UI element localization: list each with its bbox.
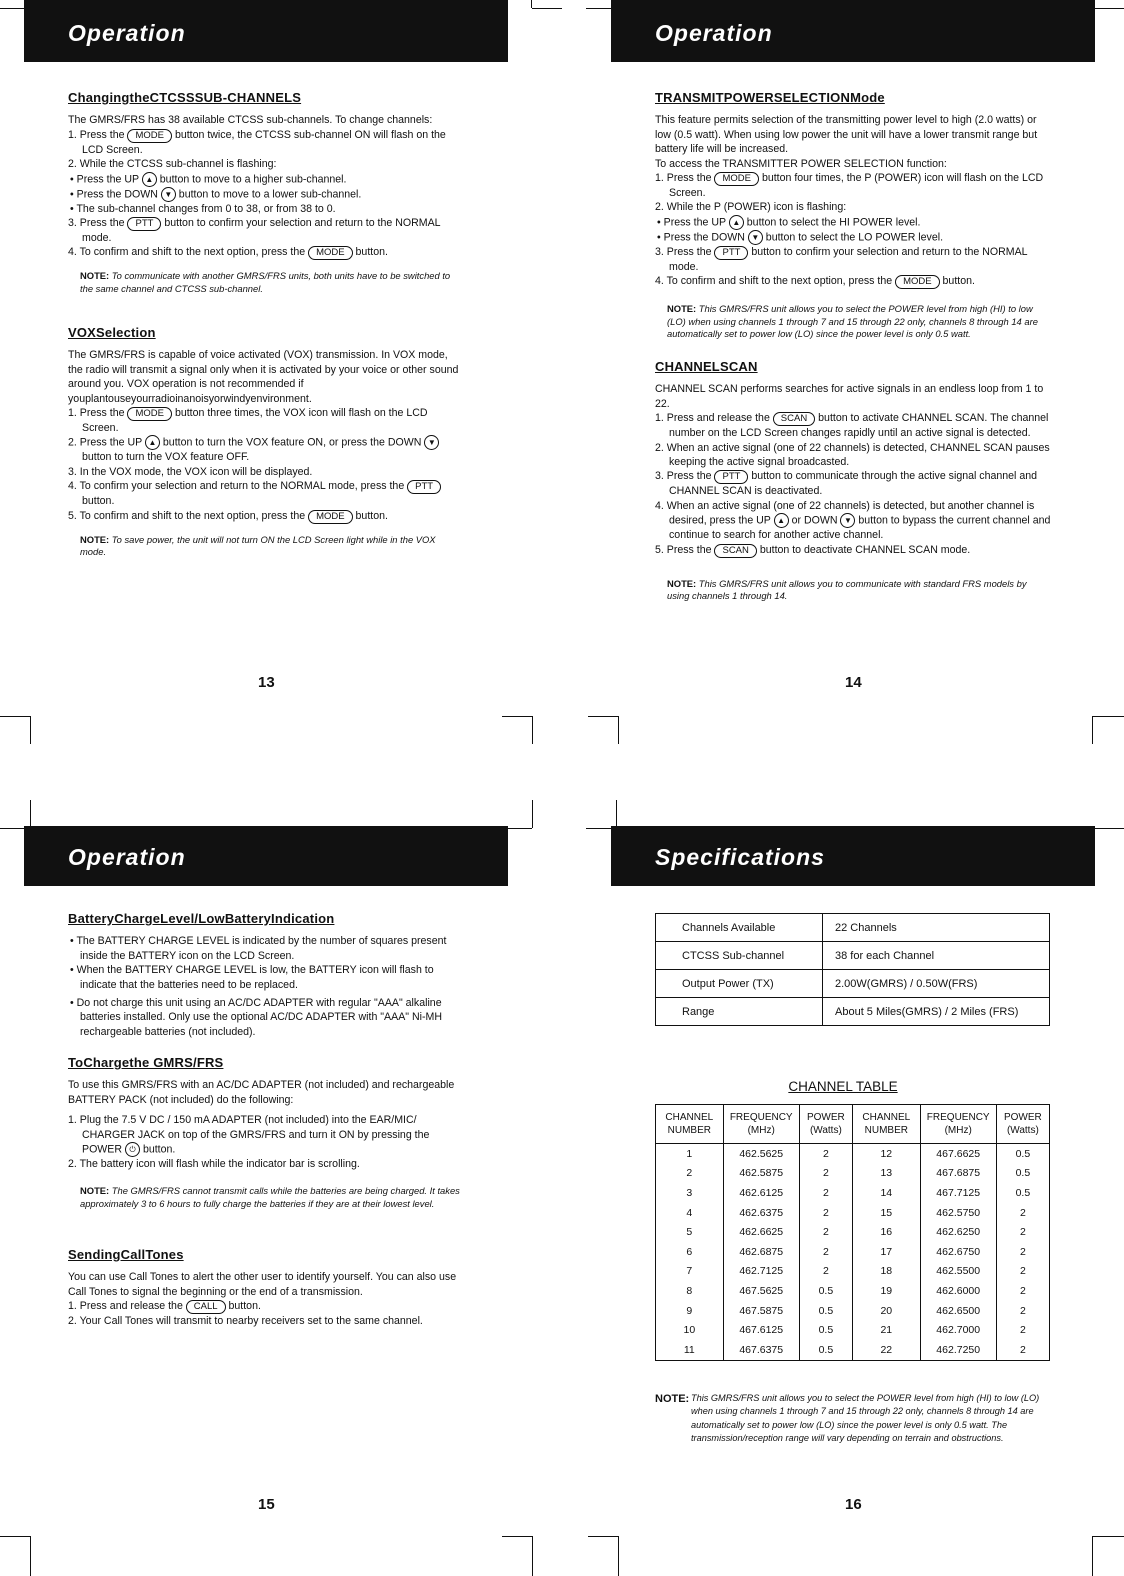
down-arrow-icon: ▼ (840, 513, 855, 528)
table-cell: 462.5875 (723, 1164, 799, 1184)
channel-table (655, 1104, 1050, 1361)
table-cell: 462.6125 (723, 1183, 799, 1203)
note: NOTE: This GMRS/FRS unit allows you to communicate with standard FRS models by using channels 1 through 14. (667, 577, 1027, 602)
down-arrow-icon: ▼ (748, 230, 763, 245)
crop-mark (616, 800, 617, 828)
crop-mark (0, 716, 30, 717)
step-4: 4. To confirm and shift to the next option, press the MODE button. (68, 246, 388, 259)
paragraph: To access the TRANSMITTER POWER SELECTION function: (655, 157, 947, 170)
table-cell: 12 (852, 1144, 920, 1164)
table-row (656, 1301, 1050, 1321)
table-cell: 2 (799, 1144, 852, 1164)
table-cell: 0.5 (799, 1340, 852, 1360)
table-row (656, 1144, 1050, 1164)
table-cell: 8 (656, 1281, 724, 1301)
page-15 (0, 788, 562, 1576)
crop-mark (532, 1536, 533, 1576)
ptt-button-icon: PTT (714, 470, 748, 484)
table-cell: 1 (656, 1144, 724, 1164)
step-1: 1. Plug the 7.5 V DC / 150 mA ADAPTER (not included) into the EAR/MIC/ CHARGER JACK on top of the GMRS/FRS and turn it ON by pressing the POWER ⏻ button. (68, 1114, 430, 1156)
table-cell: 462.6500 (920, 1301, 996, 1321)
table-row: Range About 5 Miles(GMRS) / 2 Miles (FRS) (656, 998, 1050, 1026)
step-2: 2. Your Call Tones will transmit to nearby receivers set to the same channel. (68, 1315, 423, 1328)
up-arrow-icon: ▲ (774, 513, 789, 528)
table-cell: 16 (852, 1222, 920, 1242)
page-header: Operation (24, 826, 508, 886)
table-cell: 17 (852, 1242, 920, 1262)
crop-mark (532, 800, 533, 828)
table-cell: 2 (996, 1320, 1049, 1340)
bullet: • The BATTERY CHARGE LEVEL is indicated by the number of squares present inside the BATTERY icon on the LCD Screen. (70, 935, 447, 962)
step-1: 1. Press the MODE button four times, the P (POWER) icon will flash on the LCD Screen. (655, 172, 1044, 200)
crop-mark (30, 1536, 31, 1576)
page-header: Specifications (611, 826, 1095, 886)
section-transmit-power (655, 91, 1051, 341)
step-5: 5. Press the SCAN button to deactivate CHANNEL SCAN mode. (655, 543, 971, 556)
table-cell: 462.6875 (723, 1242, 799, 1262)
section-call-tones (68, 1248, 464, 1329)
table-cell: 462.6000 (920, 1281, 996, 1301)
mode-button-icon: MODE (127, 129, 172, 143)
table-row (656, 1222, 1050, 1242)
table-cell: 467.6625 (920, 1144, 996, 1164)
table-row: Output Power (TX) 2.00W(GMRS) / 0.50W(FRS) (656, 970, 1050, 998)
table-row (656, 1281, 1050, 1301)
step-4: 4. When an active signal (one of 22 channels) is detected, but another channel is desired, press the UP ▲ or DOWN ▼ button to bypass the current channel and continue to search for another active channel. (655, 499, 1051, 542)
table-cell: 2 (799, 1242, 852, 1262)
table-header-row: CHANNEL NUMBER FREQUENCY (MHz) POWER (Watts) CHANNEL NUMBER FREQUENCY (MHz) POWER (Watts) (656, 1105, 1050, 1144)
step-4: 4. To confirm and shift to the next option, press the MODE button. (655, 275, 975, 288)
bullet-down: • Press the DOWN ▼ button to move to a lower sub-channel. (70, 187, 362, 200)
table-cell: 2 (799, 1203, 852, 1223)
step-1: 1. Press the MODE button twice, the CTCSS sub-channel ON will flash on the LCD Screen. (68, 128, 446, 156)
page-header: Operation (611, 0, 1095, 62)
table-cell: 462.7250 (920, 1340, 996, 1360)
table-cell: 19 (852, 1281, 920, 1301)
bullet-range: • The sub-channel changes from 0 to 38, or from 38 to 0. (70, 202, 336, 215)
table-cell: 13 (852, 1164, 920, 1184)
crop-mark (1094, 8, 1124, 9)
section-title: ChangingtheCTCSSSUB-CHANNELS (68, 90, 302, 105)
crop-mark (616, 0, 617, 8)
step-3: 3. Press the PTT button to communicate through the active signal channel and CHANNEL SCAN is deactivated. (655, 470, 1038, 498)
table-cell: 462.5750 (920, 1203, 996, 1223)
section-title: VOXSelection (68, 325, 156, 340)
crop-mark (618, 716, 619, 744)
step-2: 2. When an active signal (one of 22 channels) is detected, CHANNEL SCAN pauses keeping the active signal broadcasted. (655, 441, 1050, 469)
section-title: CHANNELSCAN (655, 359, 758, 374)
table-cell: 0.5 (799, 1320, 852, 1340)
crop-mark (502, 716, 532, 717)
table-cell: 2 (996, 1262, 1049, 1282)
table-cell: 462.6250 (920, 1222, 996, 1242)
page-number: 13 (258, 674, 275, 691)
page-16 (562, 788, 1124, 1576)
step-2: 2. While the CTCSS sub-channel is flashing: (68, 158, 277, 171)
paragraph: To use this GMRS/FRS with an AC/DC ADAPTER (not included) and rechargeable BATTERY PACK (not included) do the following: (68, 1079, 455, 1106)
power-icon: ⏻ (125, 1142, 140, 1157)
up-arrow-icon: ▲ (145, 435, 160, 450)
table-row (656, 1183, 1050, 1203)
crop-mark (532, 8, 562, 9)
crop-mark (532, 716, 533, 744)
bullet-up: • Press the UP ▲ button to select the HI POWER level. (657, 216, 921, 229)
note: NOTE: The GMRS/FRS cannot transmit calls while the batteries are being charged. It takes approximately 3 to 6 hours to fully charge the batteries if they are at their lowest level. (80, 1185, 460, 1209)
table-cell: 467.5875 (723, 1301, 799, 1321)
table-cell: 11 (656, 1340, 724, 1360)
bullet-up: • Press the UP ▲ button to move to a higher sub-channel. (70, 172, 347, 185)
step-1: 1. Press the MODE button three times, the VOX icon will flash on the LCD Screen. (68, 407, 428, 435)
bullet: • When the BATTERY CHARGE LEVEL is low, the BATTERY icon will flash to indicate that the batteries need to be replaced. (70, 964, 434, 991)
channel-table-title: CHANNEL TABLE (788, 1079, 898, 1094)
crop-mark (502, 1536, 532, 1537)
page-number: 14 (845, 674, 862, 691)
up-arrow-icon: ▲ (729, 215, 744, 230)
page-number: 15 (258, 1496, 275, 1513)
table-cell: 2 (996, 1242, 1049, 1262)
bullet-down: • Press the DOWN ▼ button to select the LO POWER level. (657, 231, 944, 244)
mode-button-icon: MODE (127, 407, 172, 421)
table-cell: 3 (656, 1183, 724, 1203)
crop-mark (30, 716, 31, 744)
table-cell: 2 (996, 1340, 1049, 1360)
crop-mark (586, 8, 616, 9)
table-row (656, 1262, 1050, 1282)
table-cell: 2 (656, 1164, 724, 1184)
table-cell: 462.7125 (723, 1262, 799, 1282)
crop-mark (30, 800, 31, 828)
table-cell: 4 (656, 1203, 724, 1223)
down-arrow-icon: ▼ (161, 187, 176, 202)
step-3: 3. In the VOX mode, the VOX icon will be displayed. (68, 465, 313, 478)
table-cell: 467.6125 (723, 1320, 799, 1340)
page-number: 16 (845, 1496, 862, 1513)
table-cell: 2 (799, 1222, 852, 1242)
section-title: ToChargethe GMRS/FRS (68, 1055, 224, 1070)
table-cell: 462.5500 (920, 1262, 996, 1282)
step-2: 2. While the P (POWER) icon is flashing: (655, 201, 847, 214)
table-row (656, 1203, 1050, 1223)
paragraph: You can use Call Tones to alert the other user to identify yourself. You can also use Call Tones to signal the beginning or the end of a transmission. (68, 1271, 457, 1298)
table-cell: 9 (656, 1301, 724, 1321)
table-row: Channels Available 22 Channels (656, 914, 1050, 942)
table-cell: 2 (799, 1183, 852, 1203)
step-1: 1. Press and release the CALL button. (68, 1300, 261, 1313)
table-cell: 0.5 (996, 1144, 1049, 1164)
table-cell: 462.7000 (920, 1320, 996, 1340)
table-cell: 18 (852, 1262, 920, 1282)
table-cell: 7 (656, 1262, 724, 1282)
page-13 (0, 0, 562, 788)
paragraph: The GMRS/FRS has 38 available CTCSS sub-channels. To change channels: (68, 114, 433, 127)
step-3: 3. Press the PTT button to confirm your selection and return to the NORMAL mode. (68, 217, 441, 245)
table-cell: 2 (996, 1222, 1049, 1242)
crop-mark (1092, 716, 1124, 717)
table-row: CTCSS Sub-channel 38 for each Channel (656, 942, 1050, 970)
crop-mark (1094, 828, 1124, 829)
section-battery (68, 912, 464, 1039)
crop-mark (0, 1536, 30, 1537)
specifications-table (655, 913, 1050, 1026)
mode-button-icon: MODE (895, 275, 940, 289)
table-cell: 2 (996, 1301, 1049, 1321)
ptt-button-icon: PTT (127, 217, 161, 231)
crop-mark (0, 828, 30, 829)
page-14 (562, 0, 1124, 788)
table-cell: 0.5 (996, 1164, 1049, 1184)
scan-button-icon: SCAN (773, 412, 815, 426)
table-cell: 467.6375 (723, 1340, 799, 1360)
mode-button-icon: MODE (308, 510, 353, 524)
step-4: 4. To confirm your selection and return to the NORMAL mode, press the PTT button. (68, 479, 464, 508)
crop-mark (502, 828, 532, 829)
section-title: TRANSMITPOWERSELECTIONMode (655, 90, 885, 105)
paragraph: CHANNEL SCAN performs searches for active signals in an endless loop from 1 to 22. (655, 383, 1044, 410)
table-cell: 467.6875 (920, 1164, 996, 1184)
mode-button-icon: MODE (308, 246, 353, 260)
paragraph: This feature permits selection of the transmitting power level to high (2.0 watts) or low (0.5 watt). When using low power the unit will have a lower transmit range but battery life will be increased. (655, 114, 1038, 156)
table-cell: 6 (656, 1242, 724, 1262)
table-cell: 14 (852, 1183, 920, 1203)
section-title: BatteryChargeLevel/LowBatteryIndication (68, 911, 335, 926)
table-cell: 467.5625 (723, 1281, 799, 1301)
table-cell: 462.6750 (920, 1242, 996, 1262)
step-5: 5. To confirm and shift to the next option, press the MODE button. (68, 509, 388, 522)
crop-mark (586, 828, 616, 829)
page-header: Operation (24, 0, 508, 62)
table-cell: 5 (656, 1222, 724, 1242)
step-2: 2. Press the UP ▲ button to turn the VOX feature ON, or press the DOWN ▼ button to turn the VOX feature OFF. (68, 435, 464, 464)
up-arrow-icon: ▲ (142, 172, 157, 187)
section-title: SendingCallTones (68, 1247, 184, 1262)
paragraph: The GMRS/FRS is capable of voice activated (VOX) transmission. In VOX mode, the radio will transmit a signal only when it is activated by your voice or other sound around you. VOX operation is not recommended if youplantouseyourradioinanoisyorwindyenvironment. (68, 349, 459, 405)
table-cell: 0.5 (996, 1183, 1049, 1203)
table-cell: 2 (799, 1262, 852, 1282)
table-cell: 2 (996, 1203, 1049, 1223)
table-cell: 0.5 (799, 1281, 852, 1301)
crop-mark (588, 1536, 618, 1537)
step-1: 1. Press and release the SCAN button to activate CHANNEL SCAN. The channel number on the LCD Screen changes rapidly until an active signal is detected. (655, 412, 1049, 440)
scan-button-icon: SCAN (714, 544, 756, 558)
step-2: 2. The battery icon will flash while the indicator bar is scrolling. (68, 1158, 360, 1171)
table-row (656, 1164, 1050, 1184)
note: NOTE: To communicate with another GMRS/FRS units, both units have to be switched to the same channel and CTCSS sub-channel. (80, 270, 451, 294)
ptt-button-icon: PTT (714, 246, 748, 260)
section-vox (68, 326, 464, 559)
table-row (656, 1320, 1050, 1340)
mode-button-icon: MODE (714, 172, 759, 186)
table-row (656, 1340, 1050, 1360)
call-button-icon: CALL (186, 1300, 226, 1314)
table-cell: 2 (996, 1281, 1049, 1301)
note: NOTE: To save power, the unit will not turn ON the LCD Screen light while in the VOX mode. (80, 533, 436, 558)
crop-mark (1092, 1536, 1093, 1576)
table-cell: 462.5625 (723, 1144, 799, 1164)
section-charge (68, 1056, 464, 1210)
crop-mark (531, 0, 532, 8)
crop-mark (1092, 1536, 1124, 1537)
table-cell: 467.7125 (920, 1183, 996, 1203)
table-cell: 10 (656, 1320, 724, 1340)
crop-mark (1092, 716, 1093, 744)
ptt-button-icon: PTT (407, 480, 441, 494)
table-cell: 20 (852, 1301, 920, 1321)
table-cell: 462.6375 (723, 1203, 799, 1223)
section-channel-scan (655, 360, 1051, 603)
note: NOTE: This GMRS/FRS unit allows you to select the POWER level from high (HI) to low (LO) when using channels 1 through 7 and 15 through 22 only, channels 8 through 14 are automatically set to power low (LO) since the power level is only 0.5 watt. The transmission/reception range will vary depending on terrain and obstructions. (655, 1393, 1040, 1443)
table-cell: 0.5 (799, 1301, 852, 1321)
step-3: 3. Press the PTT button to confirm your selection and return to the NORMAL mode. (655, 245, 1028, 273)
crop-mark (588, 716, 618, 717)
note: NOTE: This GMRS/FRS unit allows you to select the POWER level from high (HI) to low (LO) when using channels 1 through 7 and 15 through 22 only, channels 8 through 14 are automatically set to power low (LO) since the power level is only 0.5 watt. (667, 303, 1038, 340)
bullet: • Do not charge this unit using an AC/DC ADAPTER with regular "AAA" alkaline batteries installed. Only use the optional AC/DC ADAPTER with "AAA" Ni-MH rechargeable batteries (not included). (70, 997, 442, 1038)
down-arrow-icon: ▼ (424, 435, 439, 450)
table-row (656, 1242, 1050, 1262)
section-ctcss (68, 91, 464, 295)
table-cell: 2 (799, 1164, 852, 1184)
table-cell: 462.6625 (723, 1222, 799, 1242)
table-cell: 21 (852, 1320, 920, 1340)
table-cell: 15 (852, 1203, 920, 1223)
table-cell: 22 (852, 1340, 920, 1360)
crop-mark (0, 8, 30, 9)
crop-mark (618, 1536, 619, 1576)
